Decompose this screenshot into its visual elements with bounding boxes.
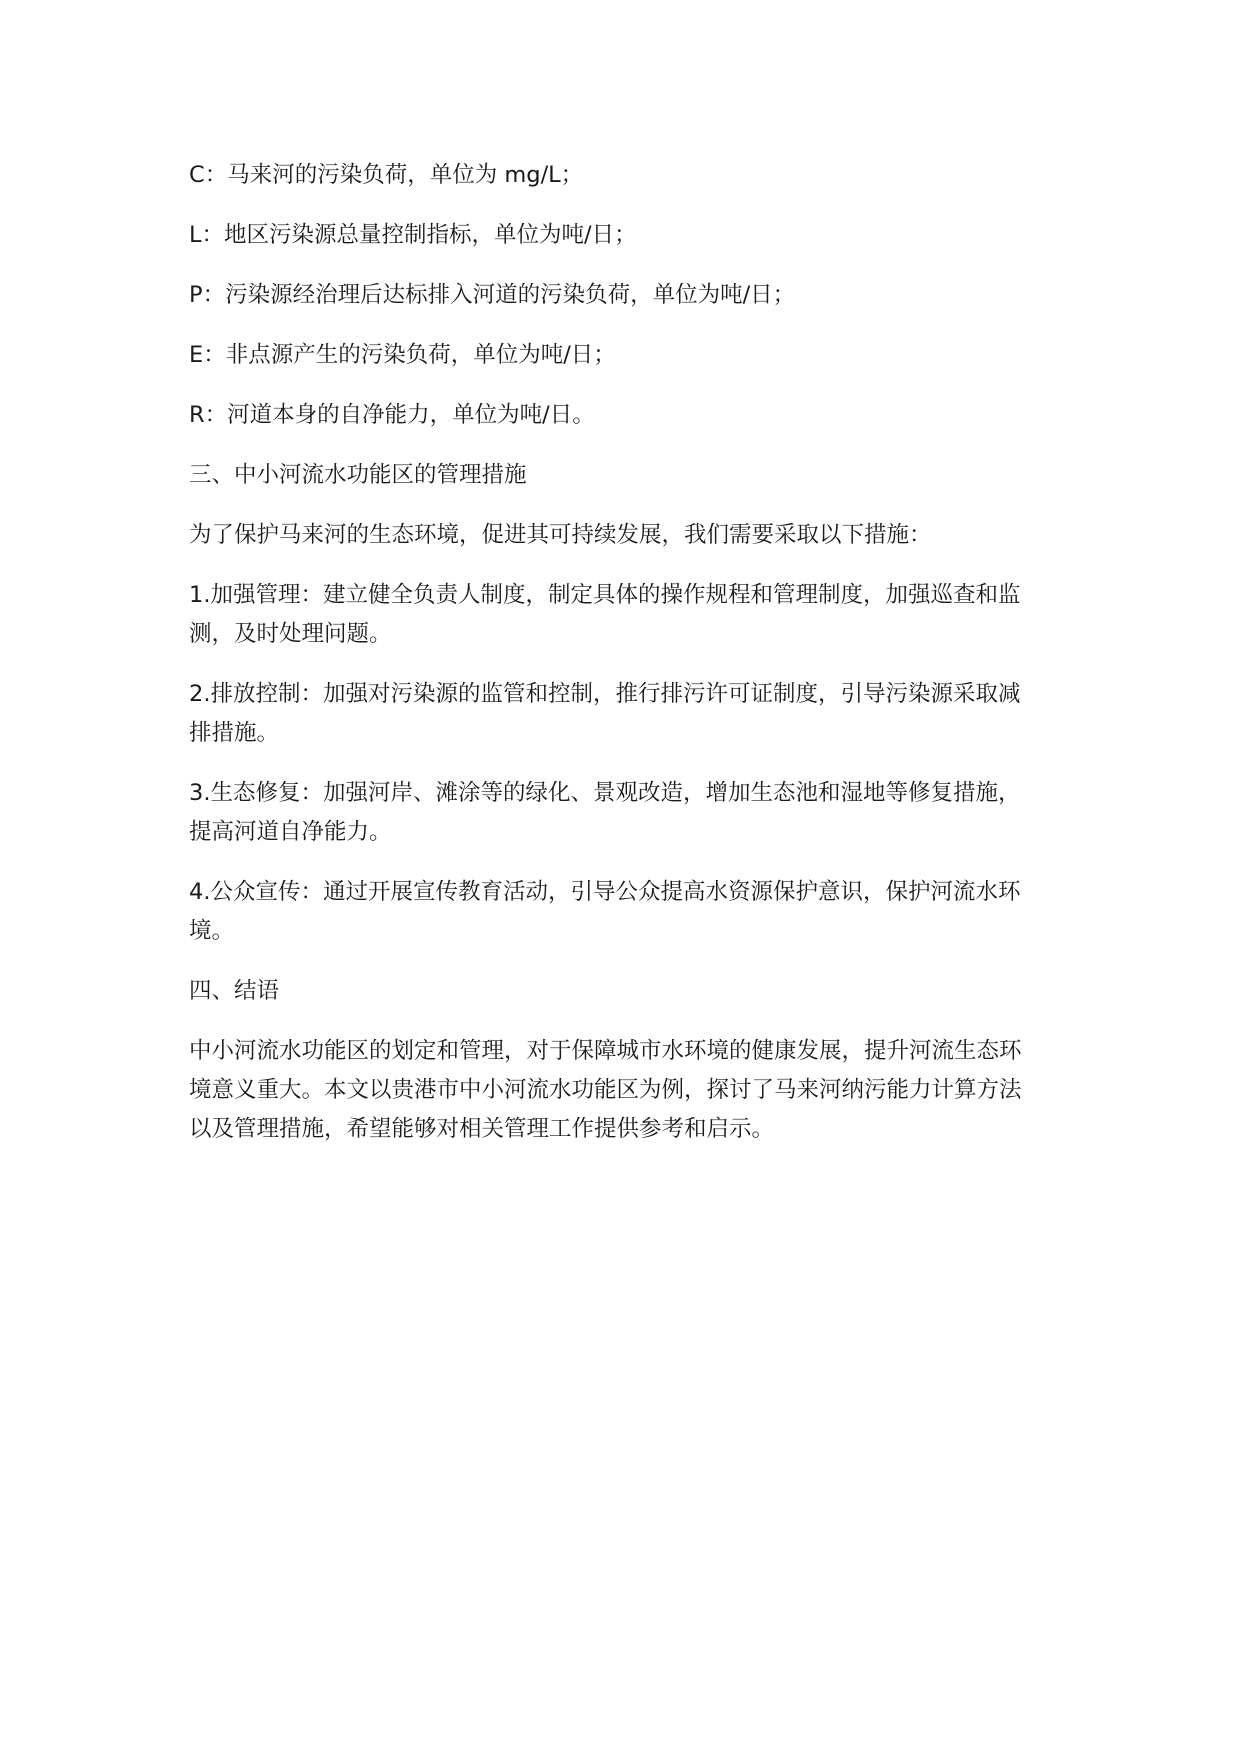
text-line: L：地区污染源总量控制指标，单位为吨/日； (189, 222, 637, 248)
text-line: 1.加强管理：建立健全负责人制度，制定具体的操作规程和管理制度，加强巡查和监 (189, 582, 1021, 608)
conclusion-paragraph (189, 1032, 1051, 1149)
text-line: P：污染源经治理后达标排入河道的污染负荷，单位为吨/日； (189, 282, 796, 308)
text-line: 为了保护马来河的生态环境，促进其可持续发展，我们需要采取以下措施： (189, 522, 932, 548)
measures-intro (189, 516, 1051, 555)
text-line: 三、中小河流水功能区的管理措施 (189, 462, 527, 488)
definition-p (189, 276, 1051, 315)
measure-item-1 (189, 576, 1051, 654)
text-line: 以及管理措施，希望能够对相关管理工作提供参考和启示。 (189, 1116, 775, 1142)
text-line: 提高河道自净能力。 (189, 819, 392, 845)
definition-e (189, 336, 1051, 375)
text-line: 4.公众宣传：通过开展宣传教育活动，引导公众提高水资源保护意识，保护河流水环 (189, 879, 1021, 905)
text-line: 中小河流水功能区的划定和管理，对于保障城市水环境的健康发展，提升河流生态环 (189, 1038, 1022, 1064)
section-heading-management-measures (189, 456, 1051, 495)
text-line: 境。 (189, 918, 235, 944)
definition-r (189, 396, 1051, 435)
text-line: R：河道本身的自净能力，单位为吨/日。 (189, 402, 595, 428)
definition-l (189, 216, 1051, 255)
definition-c (189, 156, 1051, 195)
text-line: 3.生态修复：加强河岸、滩涂等的绿化、景观改造，增加生态池和湿地等修复措施， (189, 780, 1021, 806)
measure-item-2 (189, 675, 1051, 753)
text-line: C：马来河的污染负荷，单位为 mg/L； (189, 162, 584, 188)
text-line: 四、结语 (189, 978, 280, 1004)
measure-item-4 (189, 873, 1051, 951)
document-body (189, 156, 1051, 1170)
measure-item-3 (189, 774, 1051, 852)
text-line: 排措施。 (189, 720, 280, 746)
text-line: 2.排放控制：加强对污染源的监管和控制，推行排污许可证制度，引导污染源采取减 (189, 681, 1021, 707)
text-line: E：非点源产生的污染负荷，单位为吨/日； (189, 342, 616, 368)
text-line: 境意义重大。本文以贵港市中小河流水功能区为例，探讨了马来河纳污能力计算方法 (189, 1077, 1022, 1103)
section-heading-conclusion (189, 972, 1051, 1011)
text-line: 测，及时处理问题。 (189, 621, 392, 647)
